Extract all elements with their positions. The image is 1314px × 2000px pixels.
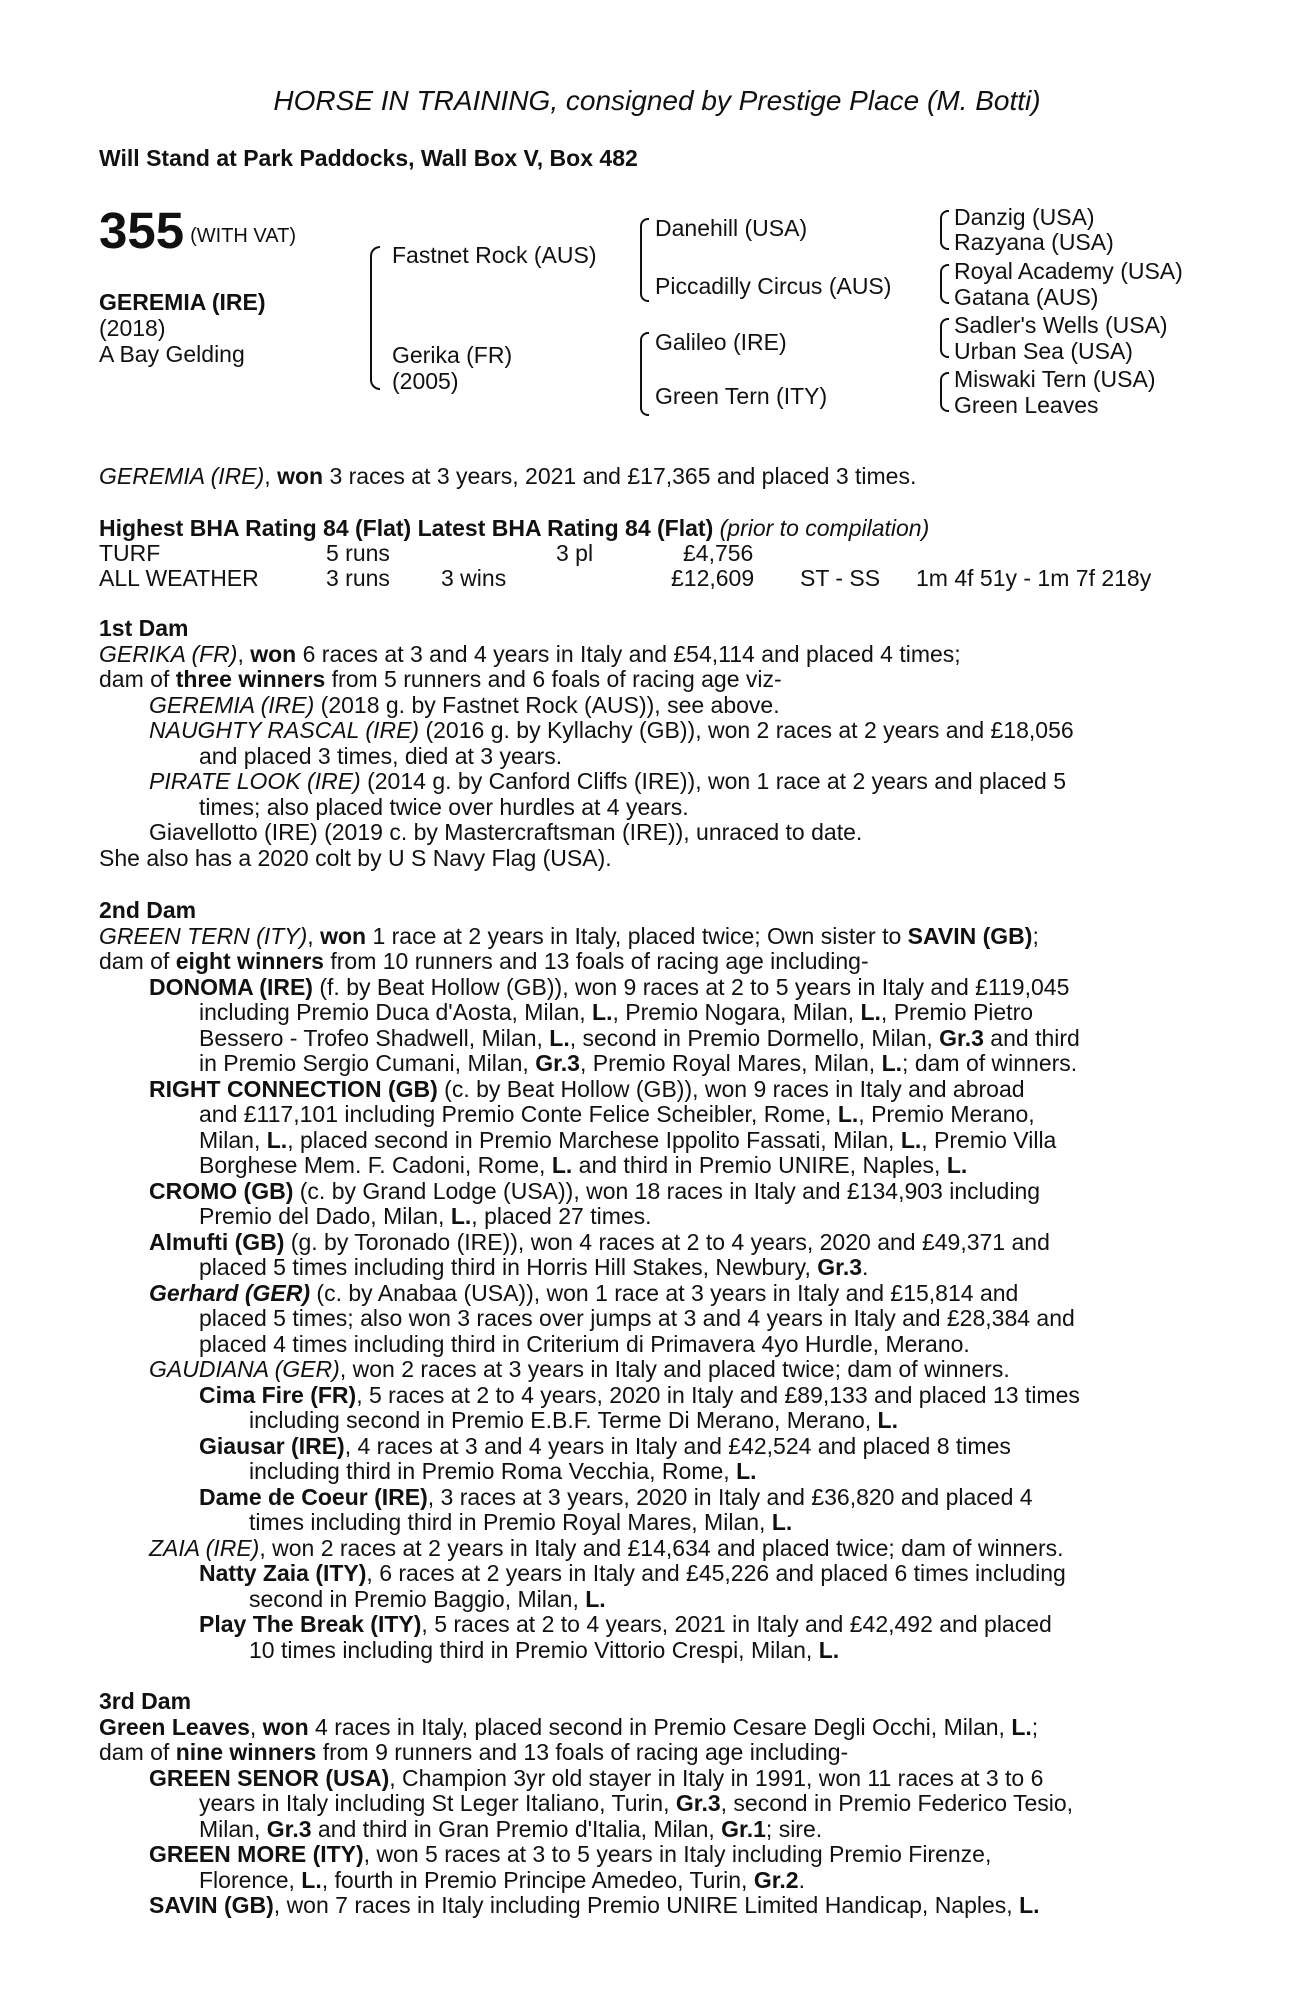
text: L. <box>860 999 881 1025</box>
horse-name: GEREMIA (IRE) <box>99 289 266 315</box>
text: . <box>798 1866 805 1893</box>
first-dam-heading: 1st Dam <box>99 615 189 641</box>
text: second in Premio Baggio, Milan, <box>249 1585 586 1612</box>
catalogue-header: HORSE IN TRAINING, consigned by Prestige Place (M. Botti) <box>273 85 1041 116</box>
text: SAVIN (GB) <box>907 922 1033 949</box>
first-dam-name: GERIKA (FR) <box>99 640 238 667</box>
rating-note: (prior to compilation) <box>719 515 930 541</box>
summary-name: GEREMIA (IRE) <box>99 463 265 489</box>
first-dam-won: won <box>250 640 297 667</box>
record-aw-wins: 3 wins <box>441 565 507 591</box>
pedigree-brace-5 <box>940 264 949 304</box>
text: L. <box>301 1866 322 1893</box>
text: Borghese Mem. F. Cadoni, Rome, <box>199 1152 552 1178</box>
text: Gr.1 <box>721 1815 766 1842</box>
text: from 10 runners and 13 foals of racing age including- <box>323 948 869 974</box>
pedigree-sds: Royal Academy (USA) <box>954 258 1183 284</box>
text: , 5 races at 2 to 4 years, 2021 in Italy and £42,492 and placed <box>421 1611 1052 1637</box>
record-aw-distance: 1m 4f 51y - 1m 7f 218y <box>916 565 1152 591</box>
text: Gr.2 <box>753 1866 799 1893</box>
pedigree-dss: Sadler's Wells (USA) <box>954 312 1168 338</box>
text: years in Italy including St Leger Italiano, Turin, <box>199 1790 676 1816</box>
text: and £117,101 including Premio Conte Felice Scheibler, Rome, <box>199 1101 838 1127</box>
text: 1 race at 2 years in Italy, placed twice; Own sister to <box>366 922 908 949</box>
progeny-name: RIGHT CONNECTION (GB) <box>149 1075 438 1102</box>
text: , second in Premio Dormello, Milan, <box>569 1024 940 1051</box>
progeny-name: Almufti (GB) <box>149 1228 285 1255</box>
text: Gr.3 <box>817 1254 863 1280</box>
text: from 9 runners and 13 foals of racing age including- <box>316 1739 849 1765</box>
text: , second in Premio Federico Tesio, <box>720 1790 1074 1816</box>
first-dam-record: 6 races at 3 and 4 years in Italy and £54,114 and placed 4 times; <box>296 640 961 667</box>
progeny-name: CROMO (GB) <box>149 1177 294 1204</box>
pedigree-dds: Miswaki Tern (USA) <box>954 366 1156 392</box>
text: including Premio Duca d'Aosta, Milan, <box>199 999 593 1025</box>
progeny-name: PIRATE LOOK (IRE) <box>149 768 361 794</box>
pedigree-dam: Gerika (FR) <box>392 342 513 368</box>
progeny-record: (2018 g. by Fastnet Rock (AUS)), see above. <box>314 691 780 718</box>
text: L. <box>585 1585 606 1612</box>
text: , placed 27 times. <box>471 1203 652 1229</box>
third-dam-section: 3rd Dam Green Leaves, won 4 races in Italy, placed second in Premio Cesare Degli Occhi, Milan, L.; dam of nine winners from 9 runners and 13 foals of racing age including- GREEN SENOR (USA), Champion 3yr old stayer in Italy in 1991, won 11 races at 3 to 6 years in Italy including St Leger Italiano, Turin, Gr.3, second in Premio Federico Tesio, Milan, Gr.3 and third in Gran Premio d'Italia, Milan, Gr.1; sire. GREEN MORE (ITY), won 5 races at 3 to 5 years in Italy including Premio Firenze, Florence, L., fourth in Premio Principe Amedeo, Turin, Gr.2. SAVIN (GB), won 7 races in Italy including Premio UNIRE Limited Handicap, Naples, L. <box>99 1689 1209 1919</box>
text: L. <box>450 1203 472 1229</box>
second-dam-heading: 2nd Dam <box>99 897 197 923</box>
text: won <box>262 1713 309 1740</box>
text: Gr.3 <box>675 1790 721 1816</box>
pedigree-brace-6 <box>940 318 949 358</box>
text: L. <box>818 1636 840 1663</box>
text: (c. by Anabaa (USA)), won 1 race at 3 years in Italy and £15,814 and <box>310 1279 1019 1306</box>
pedigree-sire-dam: Piccadilly Circus (AUS) <box>655 273 892 299</box>
text: and third <box>983 1024 1080 1051</box>
text: , 4 races at 3 and 4 years in Italy and £42,524 and placed 8 times <box>344 1432 1011 1459</box>
pedigree-sire: Fastnet Rock (AUS) <box>392 242 597 268</box>
pedigree-sdd: Gatana (AUS) <box>954 284 1099 310</box>
text: Florence, <box>199 1866 302 1893</box>
text: placed 5 times including third in Horris Hill Stakes, Newbury, <box>199 1254 818 1280</box>
record-aw-course: ST - SS <box>800 565 881 591</box>
progeny-entry: Giavellotto (IRE) (2019 c. by Mastercraftsman (IRE)), unraced to date. <box>149 819 863 845</box>
text: 4 races in Italy, placed second in Premio Cesare Degli Occhi, Milan, <box>308 1713 1012 1740</box>
pedigree-brace-7 <box>940 372 949 412</box>
text: , Premio Villa <box>921 1126 1057 1153</box>
text: won <box>320 922 367 949</box>
text: 10 times including third in Premio Vittorio Crespi, Milan, <box>249 1636 819 1663</box>
vat-note: (WITH VAT) <box>190 225 296 247</box>
text: L. <box>592 999 613 1025</box>
text: , Premio Merano, <box>858 1101 1035 1127</box>
text: Gr.3 <box>266 1815 312 1842</box>
text: in Premio Sergio Cumani, Milan, <box>199 1050 536 1076</box>
progeny-name: GEREMIA (IRE) <box>149 691 315 718</box>
text: ; <box>1031 1713 1039 1740</box>
record-turf-runs: 5 runs <box>326 540 390 566</box>
progeny-note: She also has a 2020 colt by U S Navy Flag (USA). <box>99 844 612 871</box>
progeny-record: and placed 3 times, died at 3 years. <box>199 742 563 769</box>
text: Gr.3 <box>535 1050 580 1076</box>
horse-description: A Bay Gelding <box>99 341 245 367</box>
text: (f. by Beat Hollow (GB)), won 9 races at 2 to 5 years in Italy and £119,045 <box>312 973 1070 1000</box>
text: L. <box>771 1509 793 1535</box>
text: and third in Gran Premio d'Italia, Milan, <box>311 1815 722 1842</box>
record-turf-label: TURF <box>99 540 161 566</box>
text: L. <box>266 1126 288 1153</box>
text: L. <box>1011 1713 1032 1740</box>
stand-location: Will Stand at Park Paddocks, Wall Box V, Box 482 <box>99 145 638 171</box>
text: , placed second in Premio Marchese Ippolito Fassati, Milan, <box>287 1126 901 1153</box>
lot-number-value: 355 <box>99 202 185 259</box>
second-dam-section: 2nd Dam GREEN TERN (ITY), won 1 race at 2 years in Italy, placed twice; Own sister to SAVIN (GB); dam of eight winners from 10 runners and 13 foals of racing age including- DONOMA (IRE) (f. by Beat Hollow (GB)), won 9 races at 2 to 5 years in Italy and £119,045 including Premio Duca d'Aosta, Milan, L., Premio Nogara, Milan, L., Premio Pietro Bessero - Trofeo Shadwell, Milan, L., second in Premio Dormello, Milan, Gr.3 and third in Premio Sergio Cumani, Milan, Gr.3, Premio Royal Mares, Milan, L.; dam of winners. RIGHT CONNECTION (GB) (c. by Beat Hollow (GB)), won 9 races in Italy and abroad and £117,101 including Premio Conte Felice Scheibler, Rome, L., Premio Merano, Milan, L., placed second in Premio Marchese Ippolito Fassati, Milan, L., Premio Villa Borghese Mem. F. Cadoni, Rome, L. and third in Premio UNIRE, Naples, L. CROMO (GB) (c. by Grand Lodge (USA)), won 18 races in Italy and £134,903 including Premio del Dado, Milan, L., placed 27 times. Almufti (GB) (g. by Toronado (IRE)), won 4 races at 2 to 4 years, 2020 and £49,371 and placed 5 times including third in Horris Hill Stakes, Newbury, Gr.3. Gerhard (GER) (c. by Anabaa (USA)), won 1 race at 3 years in Italy and £15,814 and placed 5 times; also won 3 races over jumps at 3 and 4 years in Italy and £28,384 and placed 4 times including third in Criterium di Primavera 4yo Hurdle, Merano. GAUDIANA (GER), won 2 races at 3 years in Italy and placed twice; dam of winners. Cima Fire (FR), 5 races at 2 to 4 years, 2020 in Italy and £89,133 and placed 13 times including second in Premio E.B.F. Terme Di Merano, Merano, L. Giausar (IRE), 4 races at 3 and 4 years in Italy and £42,524 and placed 8 times including third in Premio Roma Vecchia, Rome, L. Dame de Coeur (IRE), 3 races at 3 years, 2020 in Italy and £36,820 and placed 4 times including third in Premio Royal Mares, Milan, L. ZAIA (IRE), won 2 races at 2 years in Italy and £14,634 and placed twice; dam of winners. Natty Zaia (ITY), 6 races at 2 years in Italy and £45,226 and placed 6 times including second in Premio Baggio, Milan, L. Play The Break (ITY), 5 races at 2 to 4 years, 2021 in Italy and £42,492 and placed 10 times including third in Premio Vittorio Crespi, Milan, L. <box>99 898 1209 1663</box>
text: Milan, <box>199 1126 267 1153</box>
text: L. <box>837 1101 859 1127</box>
progeny-name: Gerhard (GER) <box>149 1279 311 1306</box>
record-aw-runs: 3 runs <box>326 565 390 591</box>
pedigree-ddd: Green Leaves <box>954 392 1099 418</box>
pedigree-brace-1 <box>370 246 380 390</box>
text: Milan, <box>199 1815 267 1842</box>
text: L. <box>881 1050 903 1076</box>
text: L. <box>551 1152 573 1178</box>
text: L. <box>877 1407 898 1433</box>
text: , won 5 races at 3 to 5 years in Italy including Premio Firenze, <box>363 1841 992 1867</box>
progeny-record: times; also placed twice over hurdles at 4 years. <box>199 793 689 820</box>
first-dam-section: 1st Dam GERIKA (FR), won 6 races at 3 and 4 years in Italy and £54,114 and placed 4 times; dam of three winners from 5 runners and 6 foals of racing age viz- GEREMIA (IRE) (2018 g. by Fastnet Rock (AUS)), see above. NAUGHTY RASCAL (IRE) (2016 g. by Kyllachy (GB)), won 2 races at 2 years and £18,056 and placed 3 times, died at 3 years. PIRATE LOOK (IRE) (2014 g. by Canford Cliffs (IRE)), won 1 race at 2 years and placed 5 times; also placed twice over hurdles at 4 years. Giavellotto (IRE) (2019 c. by Mastercraftsman (IRE)), unraced to date. She also has a 2020 colt by U S Navy Flag (USA). <box>99 616 1209 871</box>
text: , 5 races at 2 to 4 years, 2020 in Italy and £89,133 and placed 13 times <box>356 1381 1080 1408</box>
progeny-name: GREEN MORE (ITY) <box>149 1841 364 1867</box>
text: placed 5 times; also won 3 races over jumps at 3 and 4 years in Italy and £28,384 and <box>199 1305 1075 1331</box>
text: eight winners <box>175 948 324 974</box>
text: from 5 runners and 6 foals of racing age viz- <box>325 666 782 692</box>
text: ; <box>1032 922 1039 949</box>
progeny-name: Natty Zaia (ITY) <box>199 1560 367 1586</box>
text: ; dam of winners. <box>902 1050 1078 1076</box>
progeny-record: (2016 g. by Kyllachy (GB)), won 2 races at 2 years and £18,056 <box>419 717 1074 743</box>
summary-text: 3 races at 3 years, 2021 and £17,365 and placed 3 times. <box>323 463 917 489</box>
race-summary: GEREMIA (IRE), won 3 races at 3 years, 2021 and £17,365 and placed 3 times. <box>99 463 917 489</box>
text: and third in Premio UNIRE, Naples, <box>572 1152 947 1178</box>
text: L. <box>946 1152 968 1178</box>
pedigree-dam-sire: Galileo (IRE) <box>655 329 787 355</box>
text: (c. by Grand Lodge (USA)), won 18 races in Italy and £134,903 including <box>293 1177 1041 1204</box>
progeny-name: ZAIA (IRE) <box>149 1534 260 1561</box>
text: Gr.3 <box>939 1024 984 1051</box>
text: , Premio Royal Mares, Milan, <box>579 1050 882 1076</box>
pedigree-dam-dam: Green Tern (ITY) <box>655 383 828 409</box>
text: (c. by Beat Hollow (GB)), won 9 races in Italy and abroad <box>437 1075 1025 1102</box>
text: L. <box>900 1126 922 1153</box>
record-aw-money: £12,609 <box>671 565 755 591</box>
text: , Premio Nogara, Milan, <box>612 999 861 1025</box>
third-dam-heading: 3rd Dam <box>99 1688 192 1714</box>
record-turf-placed: 3 pl <box>556 540 594 566</box>
progeny-name: GAUDIANA (GER) <box>149 1356 340 1382</box>
text: dam of <box>99 666 176 692</box>
text: , won 2 races at 3 years in Italy and placed twice; dam of winners. <box>339 1356 1010 1382</box>
progeny-name: NAUGHTY RASCAL (IRE) <box>149 717 420 743</box>
text: three winners <box>175 666 326 692</box>
text: (g. by Toronado (IRE)), won 4 races at 2 to 4 years, 2020 and £49,371 and <box>284 1228 1050 1255</box>
text: times including third in Premio Royal Mares, Milan, <box>249 1509 772 1535</box>
summary-won: won <box>277 463 324 489</box>
progeny-name: SAVIN (GB) <box>149 1892 274 1918</box>
progeny-name: Play The Break (ITY) <box>199 1611 422 1637</box>
text: including third in Premio Roma Vecchia, Rome, <box>249 1458 737 1484</box>
pedigree-dam-year: (2005) <box>392 368 459 394</box>
record-turf-money: £4,756 <box>683 540 754 566</box>
text: , Premio Pietro <box>880 999 1034 1025</box>
progeny-name: GREEN SENOR (USA) <box>149 1764 390 1791</box>
text: L. <box>549 1024 570 1051</box>
pedigree-sire-sire: Danehill (USA) <box>655 215 808 241</box>
text: Premio del Dado, Milan, <box>199 1203 451 1229</box>
pedigree-sss: Danzig (USA) <box>954 204 1095 230</box>
pedigree-ssd: Razyana (USA) <box>954 229 1114 255</box>
text: , won 7 races in Italy including Premio UNIRE Limited Handicap, Naples, <box>273 1892 1020 1918</box>
text: L. <box>1019 1892 1040 1918</box>
text: , fourth in Premio Principe Amedeo, Turin, <box>321 1866 754 1893</box>
second-dam-name: GREEN TERN (ITY) <box>99 922 308 949</box>
text: placed 4 times including third in Criterium di Primavera 4yo Hurdle, Merano. <box>199 1330 970 1357</box>
third-dam-name: Green Leaves <box>99 1713 250 1740</box>
text: , won 2 races at 2 years in Italy and £14,634 and placed twice; dam of winners. <box>259 1534 1064 1561</box>
bha-rating: Highest BHA Rating 84 (Flat) Latest BHA Rating 84 (Flat) <box>99 515 714 541</box>
text: dam of <box>99 1739 176 1765</box>
pedigree-brace-4 <box>940 210 949 250</box>
pedigree-brace-3 <box>640 332 649 416</box>
progeny-name: Cima Fire (FR) <box>199 1381 357 1408</box>
text: nine winners <box>175 1739 317 1765</box>
text: Bessero - Trofeo Shadwell, Milan, <box>199 1024 550 1051</box>
progeny-name: DONOMA (IRE) <box>149 973 313 1000</box>
text: . <box>862 1254 869 1280</box>
rating-block <box>99 516 1209 542</box>
text: , 6 races at 2 years in Italy and £45,226 and placed 6 times including <box>366 1560 1066 1586</box>
text: including second in Premio E.B.F. Terme Di Merano, Merano, <box>249 1407 878 1433</box>
progeny-name: Giausar (IRE) <box>199 1432 345 1459</box>
horse-year: (2018) <box>99 315 166 341</box>
progeny-name: Dame de Coeur (IRE) <box>199 1483 428 1510</box>
text: dam of <box>99 948 176 974</box>
text: , Champion 3yr old stayer in Italy in 1991, won 11 races at 3 to 6 <box>389 1764 1044 1791</box>
text: ; sire. <box>765 1815 823 1842</box>
pedigree-brace-2 <box>640 218 649 302</box>
text: , 3 races at 3 years, 2020 in Italy and £36,820 and placed 4 <box>427 1483 1033 1510</box>
lot-number <box>99 203 296 264</box>
pedigree-dsd: Urban Sea (USA) <box>954 338 1133 364</box>
record-aw-label: ALL WEATHER <box>99 565 259 591</box>
progeny-record: (2014 g. by Canford Cliffs (IRE)), won 1 race at 2 years and placed 5 <box>360 768 1066 794</box>
text: L. <box>736 1458 757 1484</box>
